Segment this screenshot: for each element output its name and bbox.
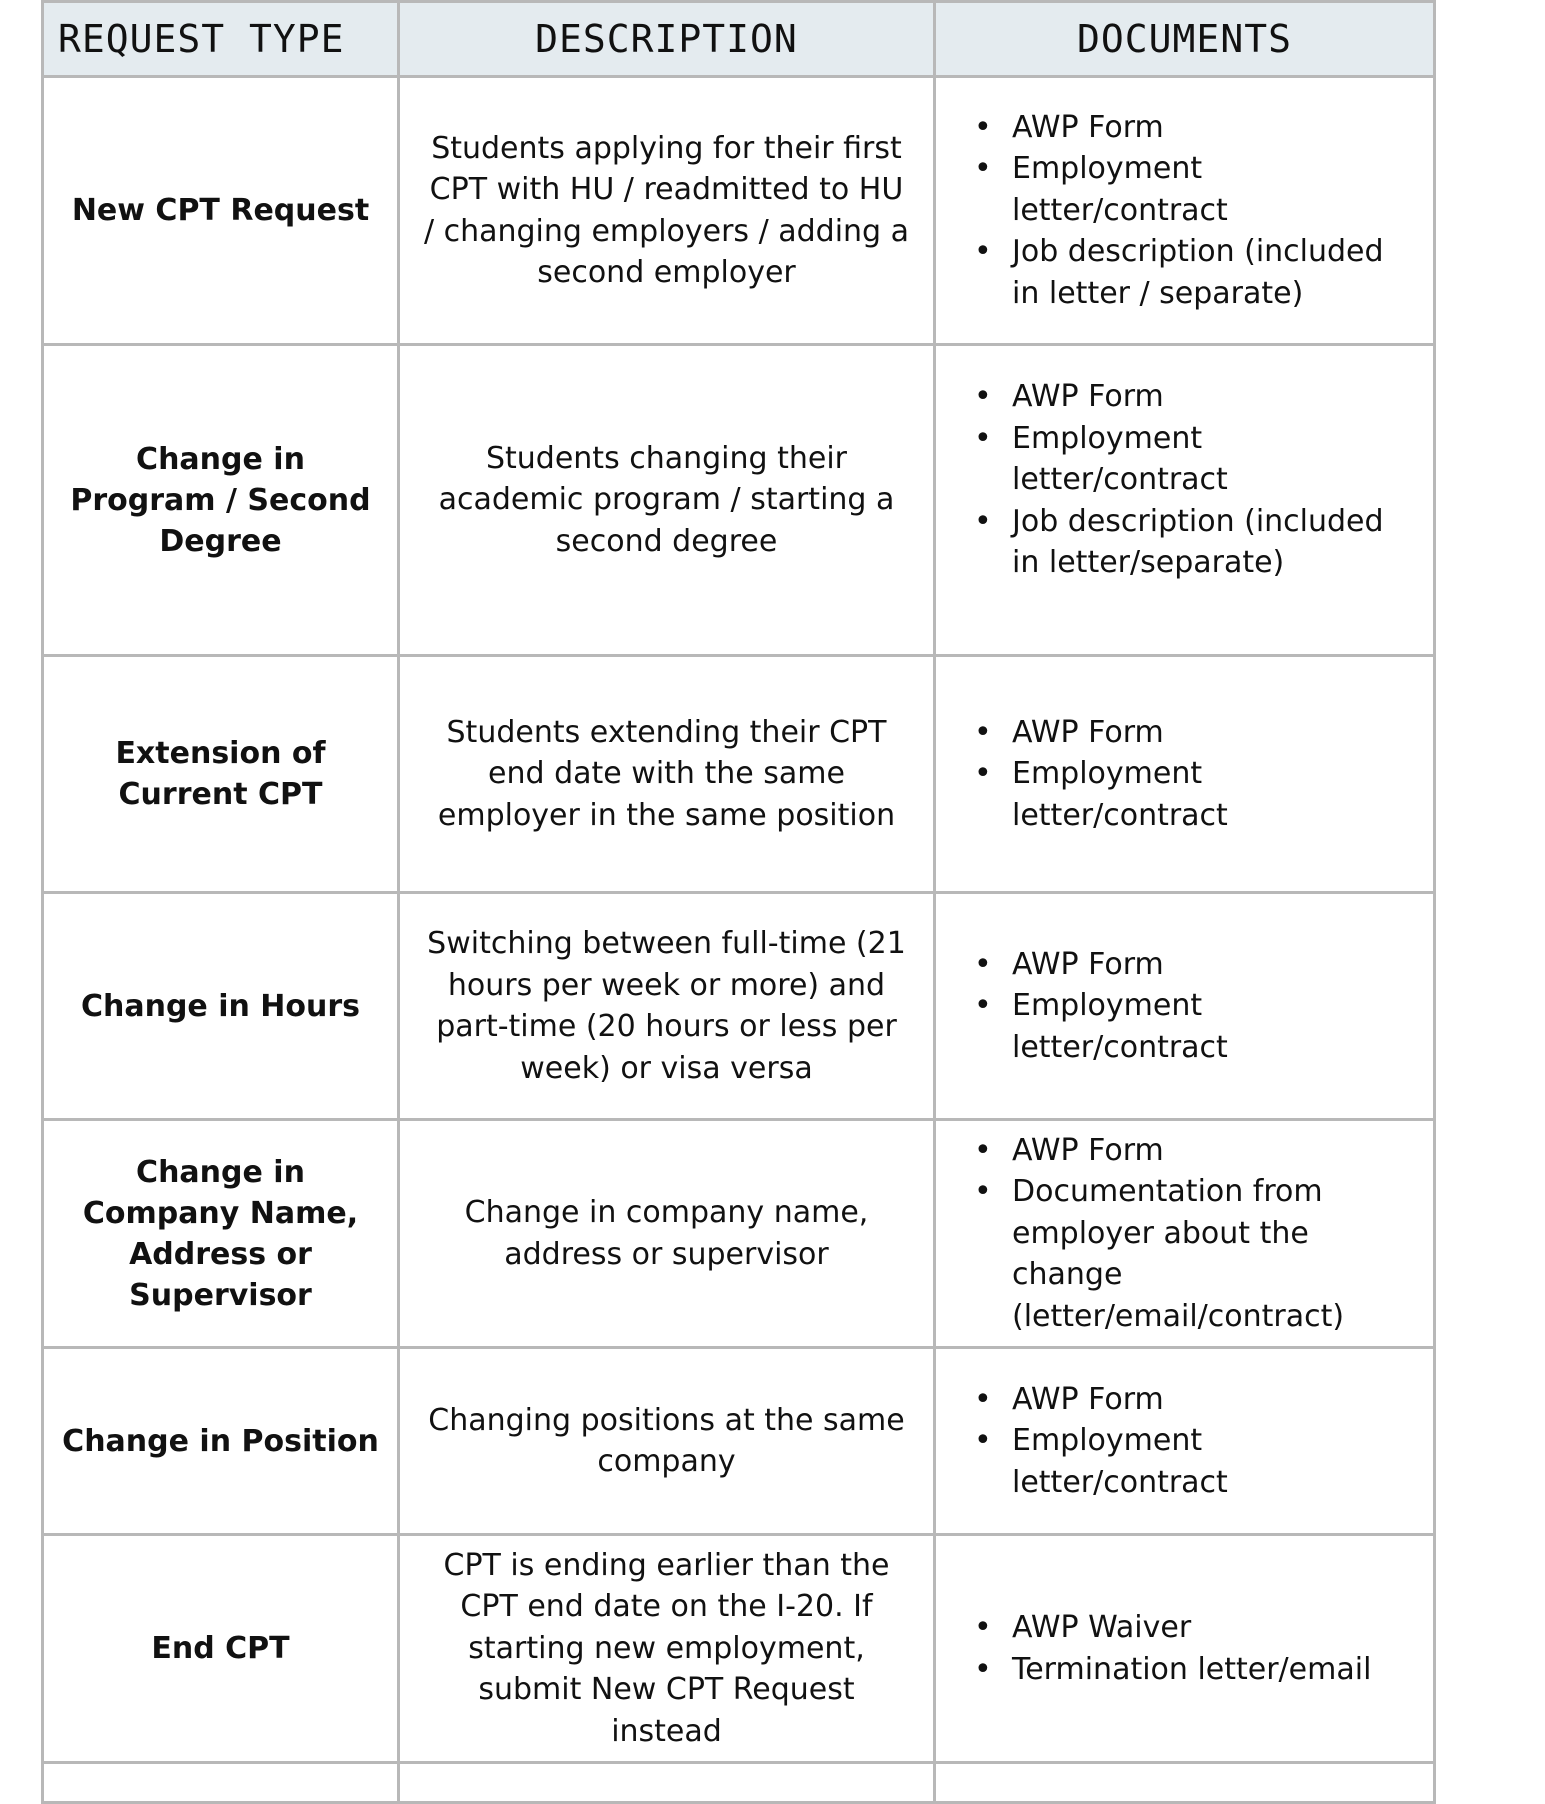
list-item [974, 376, 1409, 418]
bullet-icon: • [974, 109, 992, 145]
bullet-icon: • [974, 1132, 992, 1168]
empty-cell [399, 1763, 935, 1803]
documents-cell [935, 345, 1435, 656]
header-request-type: REQUEST TYPE [43, 2, 399, 77]
list-item [974, 148, 1409, 231]
documents-list [974, 1379, 1409, 1504]
table-row [43, 77, 1435, 345]
description-cell: CPT is ending earlier than the CPT end date on the I-20. If starting new employment, submit New CPT Request instead [399, 1535, 935, 1763]
documents-list [974, 376, 1409, 584]
documents-list [974, 712, 1409, 837]
description-cell: Students applying for their first CPT with HU / readmitted to HU / changing employers / adding a second employer [399, 77, 935, 345]
list-item [974, 985, 1409, 1068]
documents-list [974, 1130, 1409, 1338]
table-row [43, 656, 1435, 893]
document-label: AWP Form [1012, 1381, 1164, 1417]
cpt-request-table-container [41, 0, 1433, 1804]
table-row [43, 345, 1435, 656]
table-row-partial [43, 1763, 1435, 1803]
list-item [974, 1607, 1409, 1649]
header-description: DESCRIPTION [399, 2, 935, 77]
bullet-icon: • [974, 503, 992, 539]
table-row [43, 893, 1435, 1120]
list-item [974, 1130, 1409, 1172]
document-label: Job description (included in letter/separate) [1012, 503, 1384, 580]
bullet-icon: • [974, 1381, 992, 1417]
request-type-cell: Change in Hours [43, 893, 399, 1120]
request-type-cell: Extension of Current CPT [43, 656, 399, 893]
list-item [974, 1171, 1409, 1337]
description-cell: Switching between full-time (21 hours per week or more) and part-time (20 hours or less per week) or visa versa [399, 893, 935, 1120]
document-label: AWP Waiver [1012, 1610, 1192, 1645]
documents-cell [935, 1348, 1435, 1535]
request-type-cell: New CPT Request [43, 77, 399, 345]
request-type-cell: End CPT [43, 1535, 399, 1763]
document-label: AWP Form [1012, 946, 1164, 982]
document-label: AWP Form [1012, 714, 1164, 750]
bullet-icon: • [974, 1174, 992, 1210]
bullet-icon: • [974, 1651, 992, 1687]
request-type-cell: Change in Position [43, 1348, 399, 1535]
request-type-cell: Change in Program / Second Degree [43, 345, 399, 656]
bullet-icon: • [974, 1423, 992, 1459]
list-item [974, 1420, 1409, 1503]
bullet-icon: • [974, 151, 992, 187]
list-item [974, 1379, 1409, 1421]
cpt-request-table [41, 0, 1436, 1804]
bullet-icon: • [974, 379, 992, 414]
document-label: AWP Form [1012, 109, 1164, 145]
document-label: Documentation from employer about the change (letter/email/contract) [1012, 1174, 1345, 1334]
table-row [43, 1120, 1435, 1348]
documents-cell [935, 77, 1435, 345]
bullet-icon: • [974, 946, 992, 982]
list-item [974, 418, 1409, 501]
document-label: Job description (included in letter / separate) [1012, 234, 1384, 311]
documents-cell [935, 893, 1435, 1120]
document-label: Employment letter/contract [1012, 1423, 1228, 1500]
list-item [974, 231, 1409, 314]
list-item [974, 944, 1409, 986]
document-label: Termination letter/email [1012, 1651, 1372, 1687]
document-label: Employment letter/contract [1012, 420, 1228, 497]
list-item [974, 712, 1409, 754]
bullet-icon: • [974, 756, 992, 792]
documents-list [974, 107, 1409, 315]
document-label: Employment letter/contract [1012, 988, 1228, 1065]
description-cell: Students changing their academic program / starting a second degree [399, 345, 935, 656]
document-label: Employment letter/contract [1012, 151, 1228, 228]
bullet-icon: • [974, 988, 992, 1024]
description-cell: Changing positions at the same company [399, 1348, 935, 1535]
list-item [974, 1649, 1409, 1691]
description-cell: Change in company name, address or supervisor [399, 1120, 935, 1348]
header-documents: DOCUMENTS [935, 2, 1435, 77]
request-type-cell: Change in Company Name, Address or Supervisor [43, 1120, 399, 1348]
documents-list [974, 1607, 1409, 1690]
list-item [974, 501, 1409, 584]
documents-list [974, 944, 1409, 1069]
table-header-row [43, 2, 1435, 77]
table-row [43, 1535, 1435, 1763]
documents-cell [935, 1535, 1435, 1763]
document-label: AWP Form [1012, 379, 1164, 414]
description-cell: Students extending their CPT end date with the same employer in the same position [399, 656, 935, 893]
documents-cell [935, 656, 1435, 893]
list-item [974, 753, 1409, 836]
table-row [43, 1348, 1435, 1535]
list-item [974, 107, 1409, 149]
documents-cell [935, 1120, 1435, 1348]
document-label: AWP Form [1012, 1132, 1164, 1168]
empty-cell [43, 1763, 399, 1803]
bullet-icon: • [974, 1610, 992, 1645]
bullet-icon: • [974, 234, 992, 270]
document-label: Employment letter/contract [1012, 756, 1228, 833]
bullet-icon: • [974, 420, 992, 456]
bullet-icon: • [974, 714, 992, 750]
empty-cell [935, 1763, 1435, 1803]
